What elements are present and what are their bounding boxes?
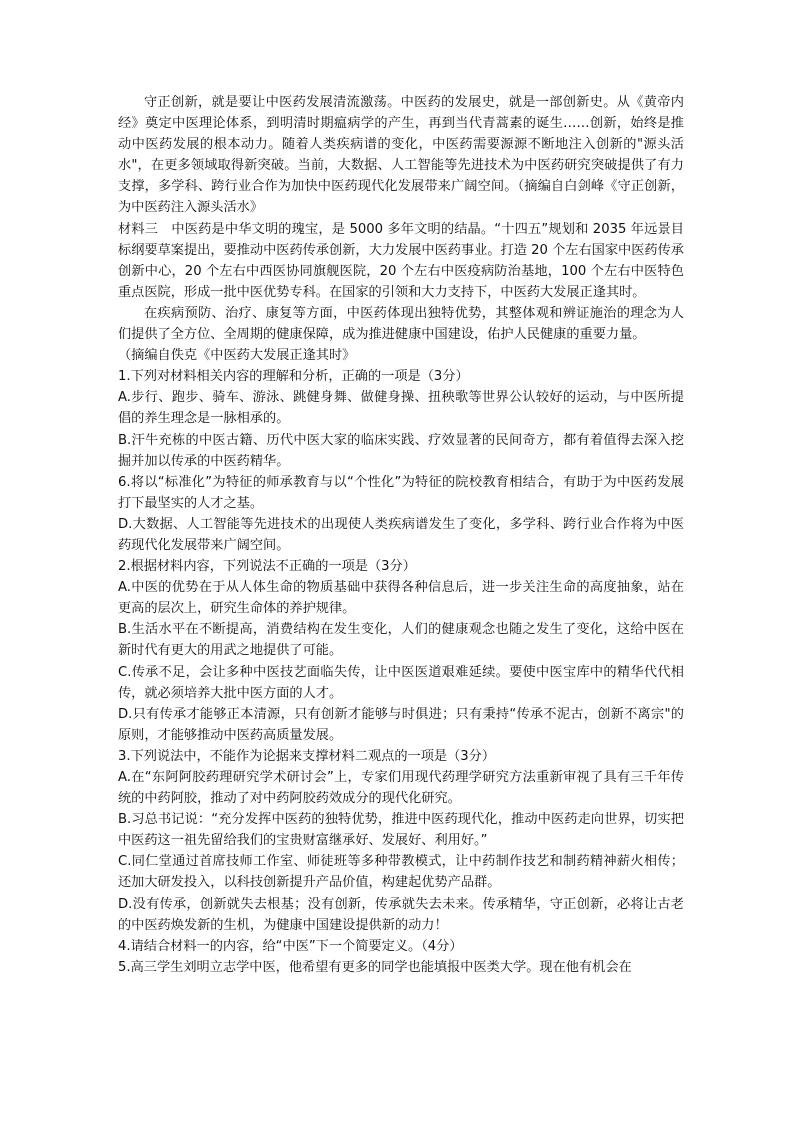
question-3-option-b: B.习总书记说：“充分发挥中医药的独特优势，推进中医药现代化，推动中医药走向世界，切实把中医药这一祖先留给我们的宝贵财富继承好、发展好、利用好。” — [118, 812, 684, 849]
question-3-option-d: D.没有传承，创新就失去根基；没有创新，传承就失去未来。传承精华，守正创新，必将让古老的中医药焕发新的生机，为健康中国建设提供新的动力！ — [118, 896, 684, 933]
question-3-option-c: C.同仁堂通过首席技师工作室、师徒班等多种带教模式，让中药制作技艺和制药精神薪火相传；还加大研发投入，以科技创新提升产品价值，构建起优势产品群。 — [118, 854, 684, 891]
question-2-option-b: B.生活水平在不断提高，消费结构在发生变化，人们的健康观念也随之发生了变化，这给中医在新时代有更大的用武之地提供了可能。 — [118, 622, 684, 659]
question-1-option-c: 6.将以“标准化”为特征的师承教育与以“个性化”为特征的院校教育相结合，有助于为中医药发展打下最坚实的人才之基。 — [118, 474, 684, 511]
question-2: 2.根据材料内容，下列说法不正确的一项是（3分） — [118, 559, 416, 575]
question-5: 5.高三学生刘明立志学中医，他希望有更多的同学也能填报中医类大学。现在他有机会在 — [118, 959, 632, 975]
document-page — [118, 92, 684, 978]
question-1-option-b: B.汗牛充栋的中医古籍、历代中医大家的临床实践、疗效显著的民间奇方，都有着值得去深入挖掘并加以传承的中医药精华。 — [118, 432, 684, 469]
paragraph-source: （摘编自佚克《中医药大发展正逢其时》 — [118, 348, 356, 364]
question-3: 3.下列说法中，不能作为论据来支撑材料二观点的一项是（3分） — [118, 748, 496, 764]
paragraph-advantages: 在疾病预防、治疗、康复等方面，中医药体现出独特优势，其整体观和辨证施治的理念为人们提供了全方位、全周期的健康保障，成为推进健康中国建设，佑护人民健康的重要力量。 — [118, 305, 684, 343]
question-2-option-c: C.传承不足，会让多种中医技艺面临失传，让中医医道艰难延续。要使中医宝库中的精华代代相传，就必须培养大批中医方面的人才。 — [118, 664, 684, 701]
question-3-option-a: A.在“东阿阿胶药理研究学术研讨会”上，专家们用现代药理学研究方法重新审视了具有三千年传统的中药阿胶，推动了对中药阿胶药效成分的现代化研究。 — [118, 770, 684, 807]
question-4: 4.请结合材料一的内容，给“中医”下一个简要定义。（4分） — [118, 938, 463, 954]
question-2-option-a: A.中医的优势在于从人体生命的物质基础中获得各种信息后，进一步关注生命的高度抽象，站在更高的层次上，研究生命体的养护规律。 — [118, 580, 684, 617]
paragraph-innovation: 守正创新，就是要让中医药发展清流激荡。中医药的发展史，就是一部创新史。从《黄帝内经》奠定中医理论体系，到明清时期瘟病学的产生，再到当代青蒿素的诞生……创新，始终是推动中医药发展的根本动力。随着人类疾病谱的变化，中医药需要源源不断地注入创新的"源头活水"，在更多领域取得新突破。当前，大数据、人工智能等先进技术为中医药研究突破提供了有力支撑，多学科、跨行业合作为加快中医药现代化发展带来广阔空间。（摘编自白剑峰《守正创新，为中医药注入源头活水》 — [118, 95, 684, 216]
question-2-option-d: D.只有传承才能够正本清源，只有创新才能够与时俱进；只有秉持“传承不泥古，创新不离宗"的原则，才能够推动中医药高质量发展。 — [118, 706, 684, 743]
question-1: 1.下列对材料相关内容的理解和分析，正确的一项是（3分） — [118, 369, 469, 385]
question-1-option-d: D.大数据、人工智能等先进技术的出现使人类疾病谱发生了变化，多学科、跨行业合作将为中医药现代化发展带来广阔空间。 — [118, 516, 684, 553]
paragraph-material-three: 材料三 中医药是中华文明的瑰宝，是 5000 多年文明的结晶。“十四五”规划和 2035 年远景目标纲要草案提出，要推动中医药传承创新，大力发展中医药事业。打造 20 个左右国家中医药传承创新中心，20 个左右中西医协同旗舰医院，20 个左右中医疫病防治基地，100 个左右中医特色重点医院，形成一批中医优势专科。在国家的引领和大力支持下，中医药大发展正逢其时。 — [118, 221, 684, 300]
question-1-option-a: A.步行、跑步、骑车、游泳、跳健身舞、做健身操、扭秧歌等世界公认较好的运动，与中医所提倡的养生理念是一脉相承的。 — [118, 390, 684, 427]
